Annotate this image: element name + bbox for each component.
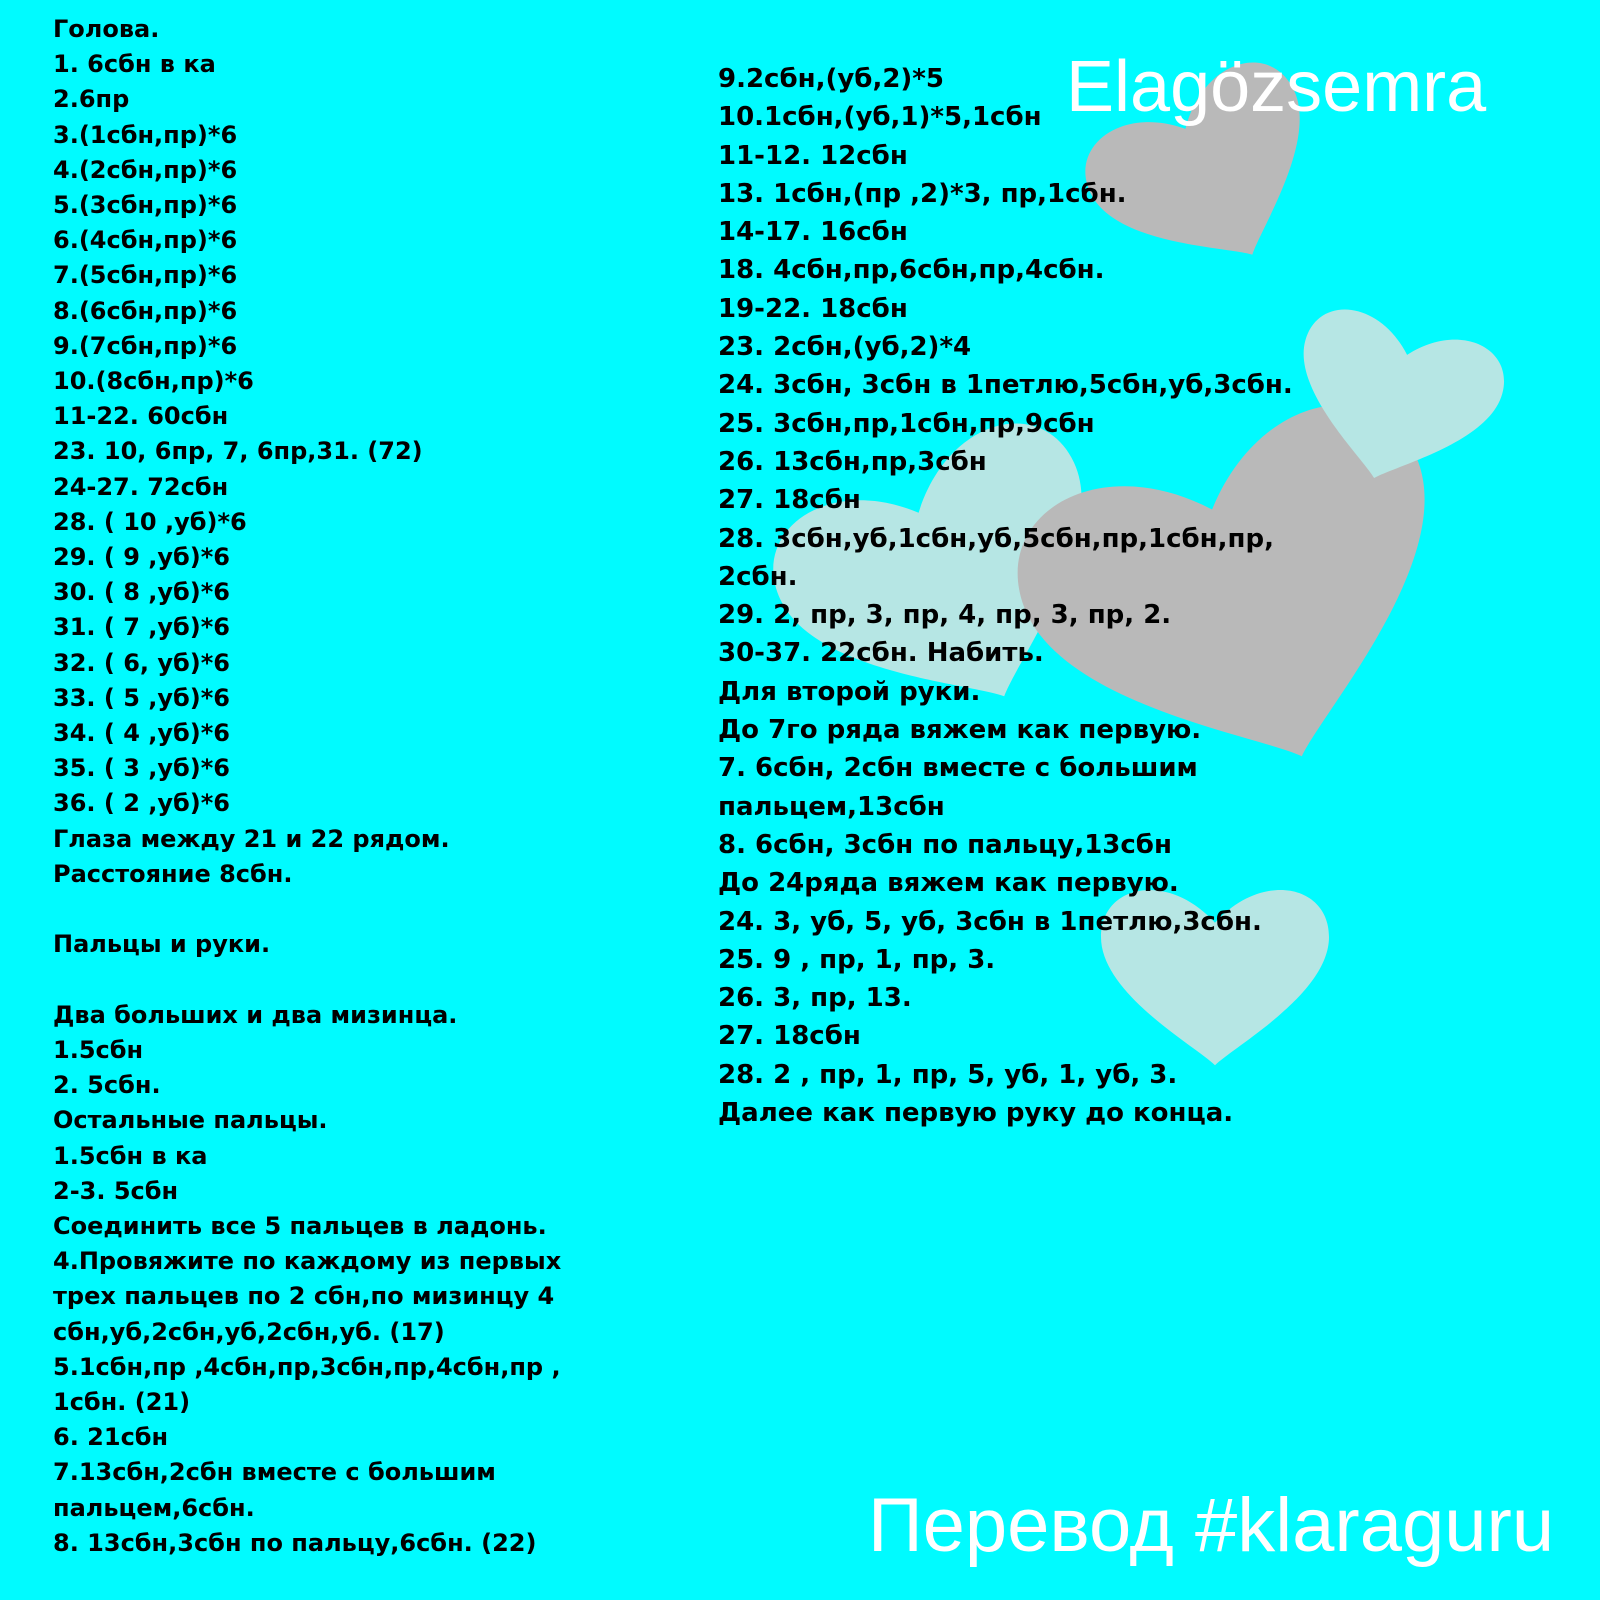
pattern-line: трех пальцев по 2 сбн,по мизинцу 4 — [53, 1282, 555, 1311]
pattern-line: 36. ( 2 ,уб)*6 — [53, 789, 230, 818]
pattern-line: 1.5сбн — [53, 1035, 144, 1064]
pattern-line: Для второй руки. — [718, 676, 981, 707]
pattern-line: 10.1сбн,(уб,1)*5,1сбн — [718, 102, 1042, 133]
brand-watermark-top: Elagözsemra — [1066, 47, 1487, 127]
pattern-line: 6.(4сбн,пр)*6 — [53, 226, 238, 255]
pattern-line: 28. ( 10 ,уб)*6 — [53, 507, 247, 536]
pattern-line: До 7го ряда вяжем как первую. — [718, 715, 1202, 746]
pattern-line: 1сбн. (21) — [53, 1387, 191, 1416]
pattern-line: До 24ряда вяжем как первую. — [718, 868, 1179, 899]
pattern-line — [53, 892, 561, 927]
pattern-line — [53, 962, 561, 997]
pattern-line: 3.(1сбн,пр)*6 — [53, 120, 238, 149]
right-pattern-column — [718, 60, 1293, 1132]
pattern-line: 8.(6сбн,пр)*6 — [53, 296, 238, 325]
pattern-line: 18. 4сбн,пр,6сбн,пр,4сбн. — [718, 255, 1105, 286]
pattern-line: 24. 3, уб, 5, уб, 3сбн в 1петлю,3сбн. — [718, 906, 1262, 937]
pattern-line: 10.(8сбн,пр)*6 — [53, 367, 254, 396]
pattern-line: 9.2сбн,(уб,2)*5 — [718, 64, 944, 94]
pattern-line: пальцем,6сбн. — [53, 1493, 255, 1522]
pattern-line: 26. 3, пр, 13. — [718, 983, 912, 1014]
pattern-line: 28. 2 , пр, 1, пр, 5, уб, 1, уб, 3. — [718, 1059, 1178, 1090]
pattern-line: Расстояние 8сбн. — [53, 859, 293, 888]
pattern-line: 5.(3сбн,пр)*6 — [53, 191, 238, 220]
pattern-line: 32. ( 6, уб)*6 — [53, 648, 230, 677]
pattern-line: 13. 1сбн,(пр ,2)*3, пр,1сбн. — [718, 178, 1127, 209]
pattern-line: Два больших и два мизинца. — [53, 1000, 458, 1029]
pattern-line: 11-22. 60сбн — [53, 402, 229, 431]
pattern-line: 6. 21сбн — [53, 1423, 169, 1452]
pattern-line: 28. 3сбн,уб,1сбн,уб,5сбн,пр,1сбн,пр, — [718, 523, 1274, 554]
pattern-line: 14-17. 16сбн — [718, 217, 908, 248]
pattern-line: 8. 13сбн,3сбн по пальцу,6сбн. (22) — [53, 1528, 537, 1557]
pattern-line: 9.(7сбн,пр)*6 — [53, 331, 238, 360]
pattern-line: 35. ( 3 ,уб)*6 — [53, 754, 230, 783]
pattern-line: пальцем,13сбн — [718, 791, 945, 822]
pattern-line: Голова. — [53, 15, 160, 43]
pattern-line: 2-3. 5сбн — [53, 1176, 179, 1205]
pattern-line: 33. ( 5 ,уб)*6 — [53, 683, 230, 712]
pattern-line: 11-12. 12сбн — [718, 140, 908, 171]
pattern-line: 25. 9 , пр, 1, пр, 3. — [718, 944, 996, 975]
pattern-line: сбн,уб,2сбн,уб,2сбн,уб. (17) — [53, 1317, 445, 1346]
pattern-line: 8. 6сбн, 3сбн по пальцу,13сбн — [718, 829, 1172, 860]
pattern-line: 4.(2сбн,пр)*6 — [53, 155, 238, 184]
pattern-line: 23. 10, 6пр, 7, 6пр,31. (72) — [53, 437, 423, 466]
pattern-line: 27. 18сбн — [718, 1021, 861, 1052]
pattern-line: Глаза между 21 и 22 рядом. — [53, 824, 450, 853]
pattern-line: 25. 3сбн,пр,1сбн,пр,9сбн — [718, 408, 1095, 439]
pattern-line: 24-27. 72сбн — [53, 472, 229, 501]
pattern-line: 23. 2сбн,(уб,2)*4 — [718, 332, 972, 363]
pattern-line: 1.5сбн в ка — [53, 1141, 208, 1170]
pattern-line: Соединить все 5 пальцев в ладонь. — [53, 1211, 547, 1240]
pattern-line: 5.1сбн,пр ,4сбн,пр,3сбн,пр,4сбн,пр , — [53, 1352, 561, 1381]
pattern-line: 30. ( 8 ,уб)*6 — [53, 578, 230, 607]
pattern-line: 2сбн. — [718, 561, 798, 592]
pattern-line: 29. ( 9 ,уб)*6 — [53, 543, 230, 572]
brand-watermark-bottom: Перевод #klaraguru — [868, 1483, 1555, 1568]
pattern-line: Пальцы и руки. — [53, 930, 271, 959]
pattern-line: 26. 13сбн,пр,3сбн — [718, 446, 987, 477]
pattern-line: 7.13сбн,2сбн вместе с большим — [53, 1458, 496, 1487]
pattern-line: 2.6пр — [53, 85, 130, 114]
pattern-line: 31. ( 7 ,уб)*6 — [53, 613, 230, 642]
pattern-line: 24. 3сбн, 3сбн в 1петлю,5сбн,уб,3сбн. — [718, 370, 1293, 401]
pattern-line: 30-37. 22сбн. Набить. — [718, 638, 1044, 669]
pattern-line: 19-22. 18сбн — [718, 293, 908, 324]
pattern-line: 7. 6сбн, 2сбн вместе с большим — [718, 753, 1198, 784]
pattern-line: 2. 5сбн. — [53, 1071, 161, 1100]
pattern-line: 29. 2, пр, 3, пр, 4, пр, 3, пр, 2. — [718, 600, 1172, 631]
pattern-line: Остальные пальцы. — [53, 1106, 328, 1135]
pattern-line: Далее как первую руку до конца. — [718, 1098, 1234, 1129]
pattern-line: 4.Провяжите по каждому из первых — [53, 1247, 562, 1276]
pattern-line: 34. ( 4 ,уб)*6 — [53, 719, 230, 748]
pattern-line: 27. 18сбн — [718, 485, 861, 516]
pattern-line: 7.(5сбн,пр)*6 — [53, 261, 238, 290]
left-pattern-column — [53, 12, 561, 1561]
pattern-line: 1. 6сбн в ка — [53, 50, 216, 79]
